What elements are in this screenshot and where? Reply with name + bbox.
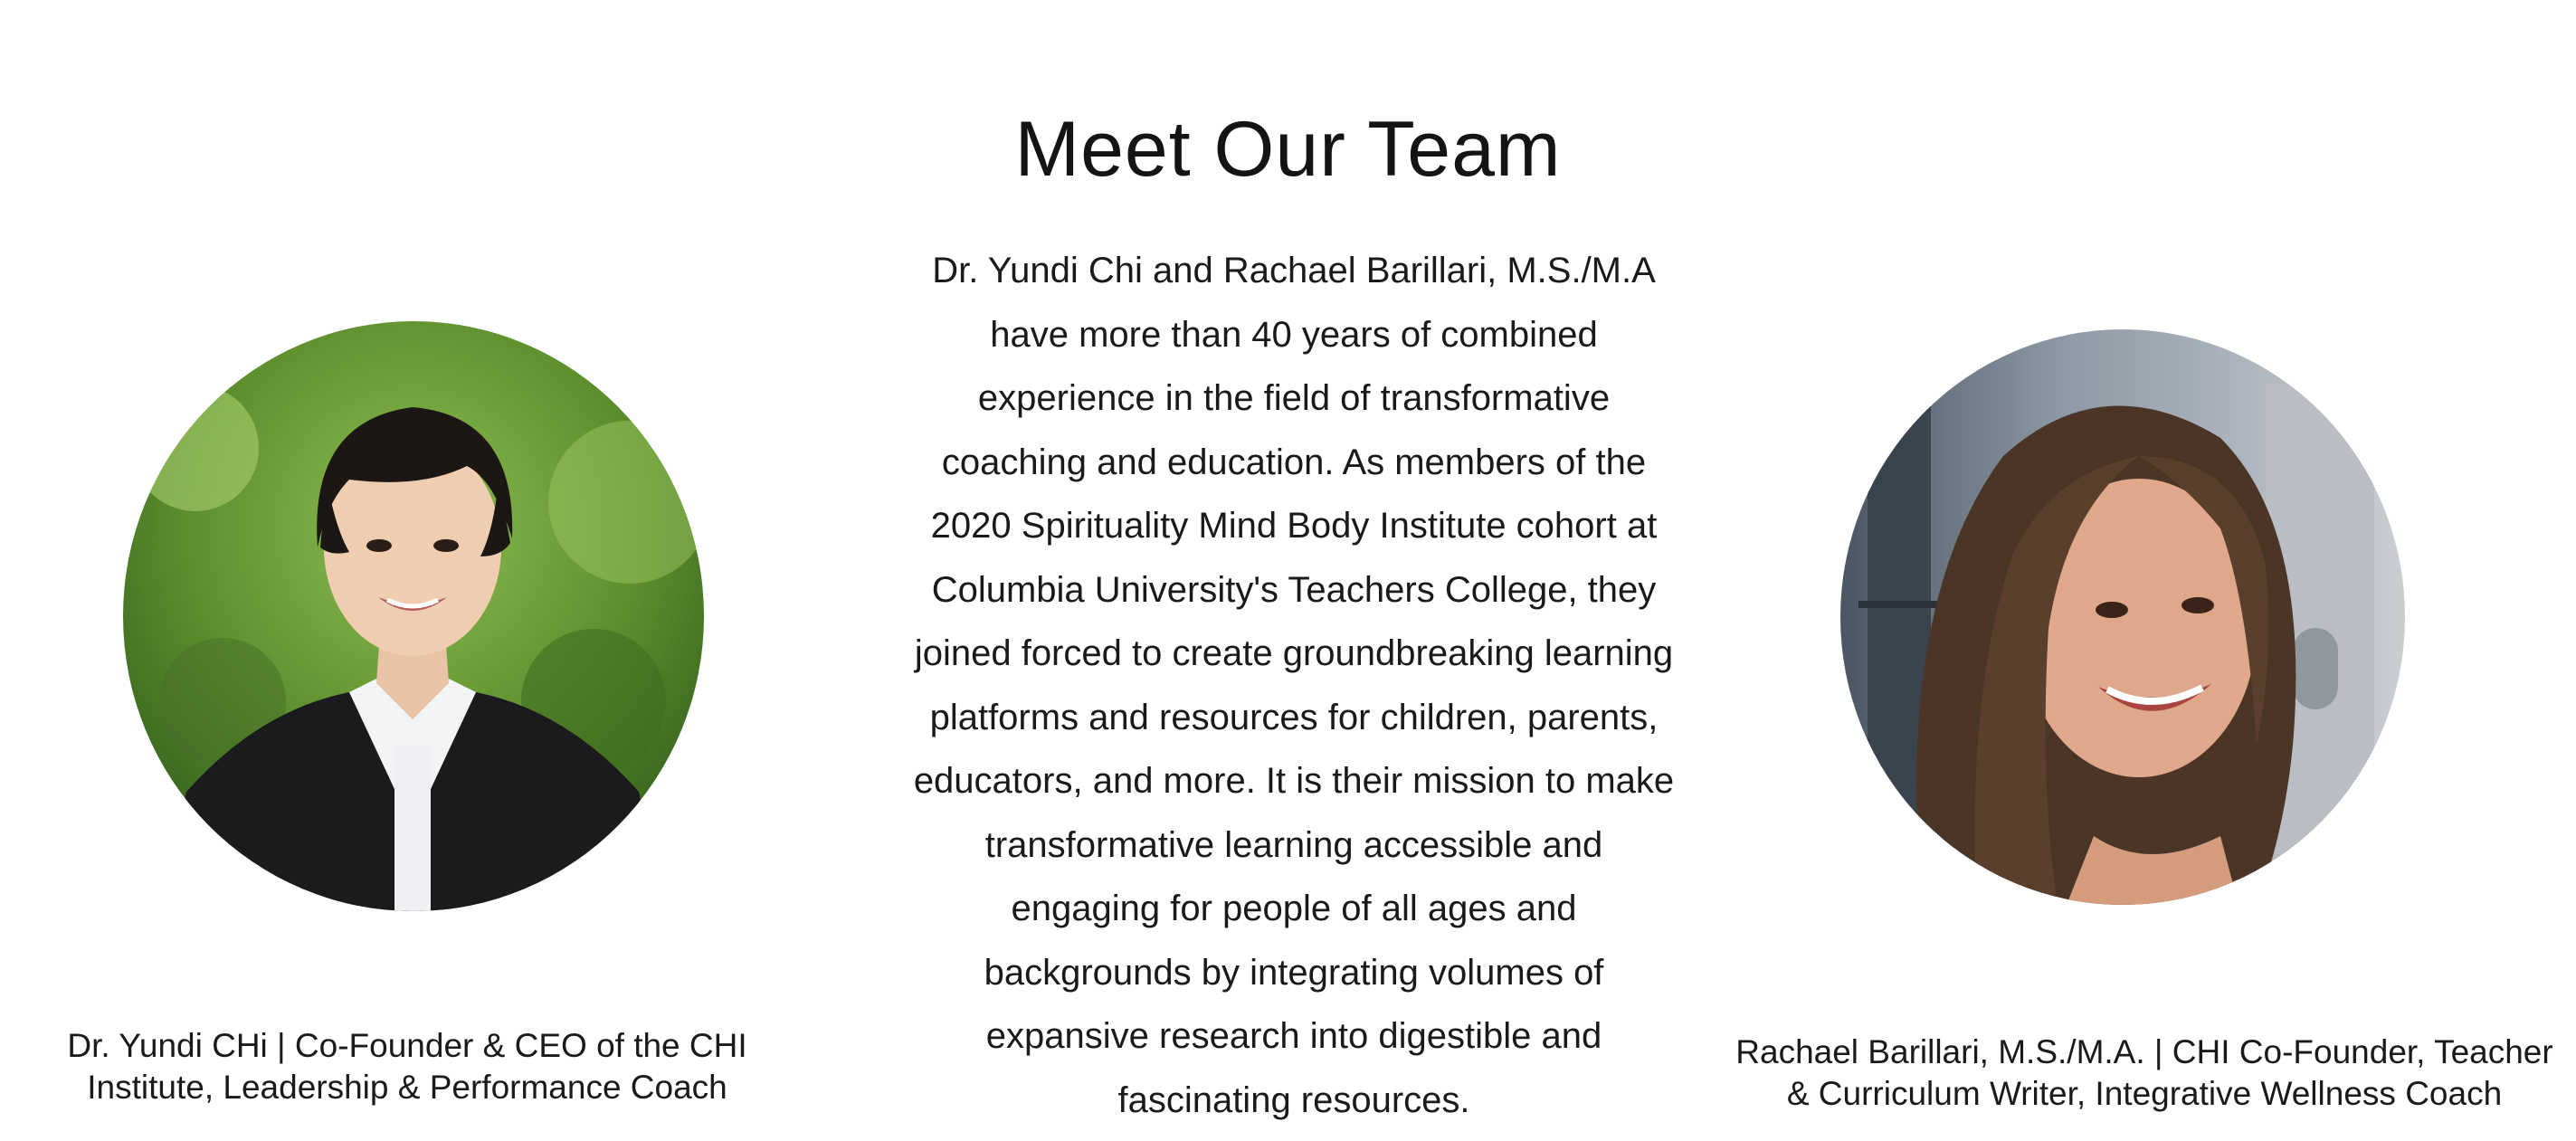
bio-line: Dr. Yundi Chi and Rachael Barillari, M.S./M.A [932, 251, 1656, 290]
caption-line: Institute, Leadership & Performance Coach [87, 1069, 727, 1106]
team-member-caption-yundi-chi [18, 1025, 796, 1108]
bio-line: joined forced to create groundbreaking learning [914, 633, 1674, 673]
bio-line: educators, and more. It is their mission to make [913, 761, 1675, 801]
bio-line: Columbia University's Teachers College, they [931, 569, 1657, 610]
bio-line: platforms and resources for children, parents, [929, 697, 1659, 737]
bio-line: fascinating resources. [1117, 1079, 1470, 1120]
team-member-photo-yundi-chi [123, 321, 704, 911]
caption-line: Dr. Yundi CHi | Co-Founder & CEO of the CHI [67, 1027, 747, 1064]
bio-line: 2020 Spirituality Mind Body Institute cohort at [930, 506, 1658, 546]
section-title: Meet Our Team [1014, 105, 1562, 193]
team-member-caption-rachael-barillari [1728, 1032, 2561, 1115]
bio-line: transformative learning accessible and [984, 824, 1603, 865]
bio-line: engaging for people of all ages and [1011, 889, 1577, 928]
bio-line: experience in the field of transformative [977, 378, 1611, 418]
team-member-photo-rachael-barillari [1840, 329, 2405, 905]
bio-line: backgrounds by integrating volumes of [984, 952, 1604, 993]
bio-line: coaching and education. As members of the [941, 442, 1647, 482]
bio-line: expansive research into digestible and [985, 1016, 1602, 1056]
caption-line: Rachael Barillari, M.S./M.A. | CHI Co-Founder, Teacher [1735, 1033, 2553, 1070]
team-bio-paragraph [851, 239, 1737, 1132]
caption-line: & Curriculum Writer, Integrative Wellness Coach [1786, 1075, 2503, 1112]
bio-line: have more than 40 years of combined [990, 314, 1598, 355]
